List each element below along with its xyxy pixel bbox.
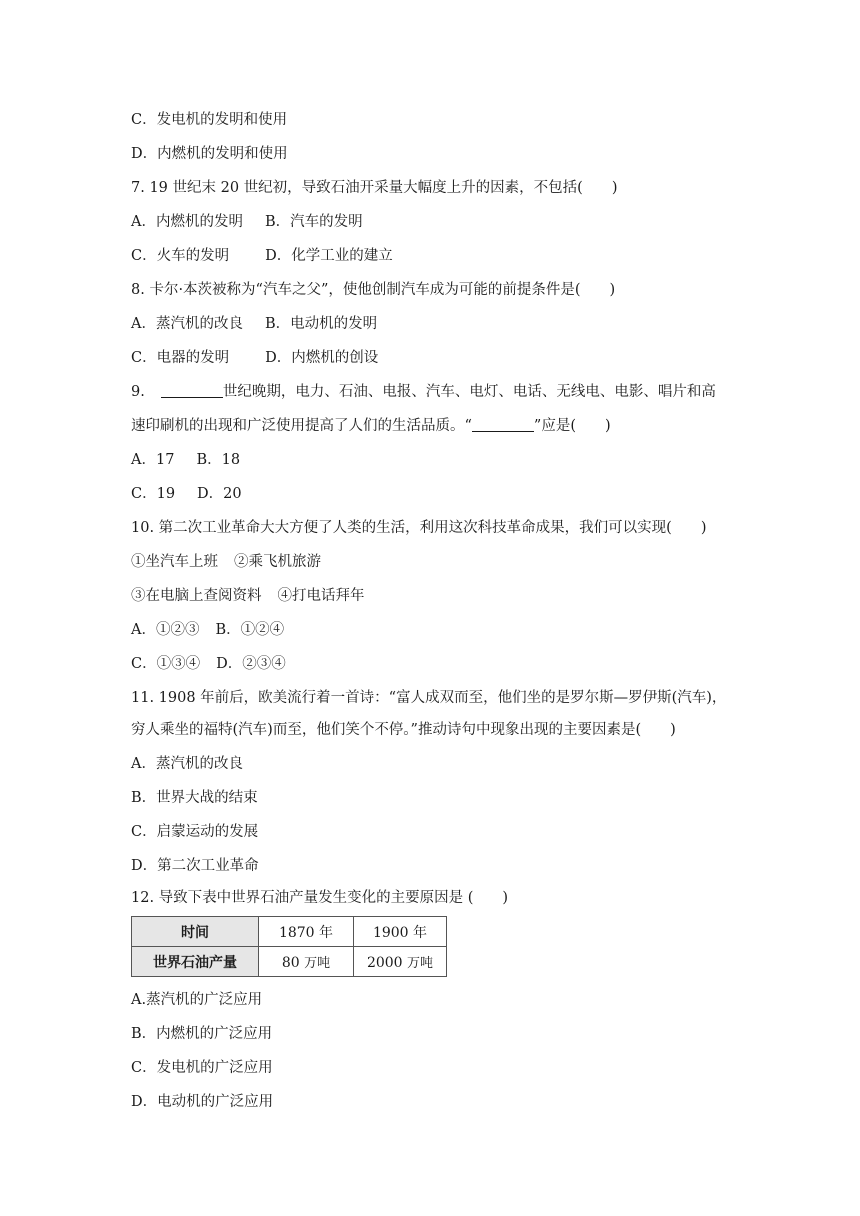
table-header-time: 时间 [132,917,259,947]
q7-option-d: D．化学工业的建立 [265,248,393,264]
q12-option-a: A.蒸汽机的广泛应用 [131,992,263,1008]
q7-option-a: A．内燃机的发明 [131,214,243,230]
value-1870-number: 80 [281,955,300,971]
q10-item-2: ②乘飞机旅游 [234,554,321,570]
q8-option-b: B．电动机的发明 [264,316,378,332]
q9-stem-line2 [131,416,611,436]
q12-option-c: C．发电机的广泛应用 [131,1060,273,1076]
q7-option-b: B．汽车的发明 [264,214,363,230]
q8-option-a: A．蒸汽机的改良 [131,316,243,332]
q6-option-c: C．发电机的发明和使用 [131,112,288,128]
value-1870-unit: 万吨 [304,956,331,971]
q10-item-4: ④打电话拜年 [277,588,365,604]
q10-option-b: B．①②④ [215,622,285,638]
q10-stem: 10. 第二次工业革命大大方便了人类的生活，利用这次科技革命成果，我们可以实现( ) [131,520,707,536]
q10-option-a: A．①②③ [131,622,200,638]
q9-option-c: C．19 [131,486,176,502]
q9-options-ab [131,450,240,470]
q11-stem-line1: 11. 1908 年前后，欧美流行着一首诗：“富人成双而至，他们坐的是罗尔斯—罗伊斯(汽车)， [131,690,727,706]
q9-stem-part1: 世纪晚期，电力、石油、电报、汽车、电灯、电话、无线电、电影、唱片和高 [222,384,716,400]
q10-options-ab [131,620,284,640]
q10-item-1: ①坐汽车上班 [131,554,218,570]
q7-option-c: C．火车的发明 [131,248,230,264]
q9-option-b: B．18 [196,452,241,468]
value-1900-unit: 万吨 [407,956,434,971]
q10-option-c: C．①③④ [131,656,201,672]
q9-option-a: A．17 [131,452,175,468]
table-cell-value-1900 [354,947,447,977]
table-cell-value-1870 [259,947,354,977]
q9-blank-1 [161,383,223,398]
q9-stem-part2a: 速印刷机的出现和广泛使用提高了人们的生活品质。“ [131,418,472,434]
q7-options-cd [131,246,393,266]
q10-items-12 [131,552,321,572]
q10-option-d: D．②③④ [216,656,286,672]
value-1900-number: 2000 [366,955,403,971]
q8-option-d: D．内燃机的创设 [265,350,379,366]
q9-option-d: D．20 [197,486,242,502]
q9-stem-part2b: ”应是( ) [533,418,611,434]
q7-stem: 7. 19 世纪末 20 世纪初，导致石油开采量大幅度上升的因素，不包括( ) [131,180,618,196]
q8-stem: 8. 卡尔·本茨被称为“汽车之父”，使他创制汽车成为可能的前提条件是( ) [131,282,616,298]
q9-options-cd [131,484,242,504]
q12-option-b: B．内燃机的广泛应用 [131,1026,273,1042]
q9-stem-line1 [131,382,716,402]
q11-option-c: C．启蒙运动的发展 [131,824,259,840]
q10-options-cd [131,654,286,674]
q11-option-d: D．第二次工业革命 [131,858,259,874]
q11-stem-line2: 穷人乘坐的福特(汽车)而至，他们笑个不停。”推动诗句中现象出现的主要因素是( ) [131,722,676,738]
q8-options-cd [131,348,378,368]
q11-option-b: B．世界大战的结束 [131,790,258,806]
q8-options-ab [131,314,377,334]
q9-blank-2 [472,417,534,432]
q10-item-3: ③在电脑上查阅资料 [131,588,262,604]
q12-stem: 12. 导致下表中世界石油产量发生变化的主要原因是 ( ) [131,890,509,906]
oil-production-table [131,916,447,977]
table-cell-year-1900: 1900 年 [354,917,447,947]
q8-option-c: C．电器的发明 [131,350,230,366]
q7-options-ab [131,212,363,232]
q11-option-a: A．蒸汽机的改良 [131,756,243,772]
q6-option-d: D．内燃机的发明和使用 [131,146,288,162]
table-row [132,917,447,947]
q10-items-34 [131,586,365,606]
q9-number: 9. [131,384,145,400]
table-row [132,947,447,977]
table-cell-year-1870: 1870 年 [259,917,354,947]
q12-option-d: D．电动机的广泛应用 [131,1094,274,1110]
table-header-oil-output: 世界石油产量 [132,947,259,977]
